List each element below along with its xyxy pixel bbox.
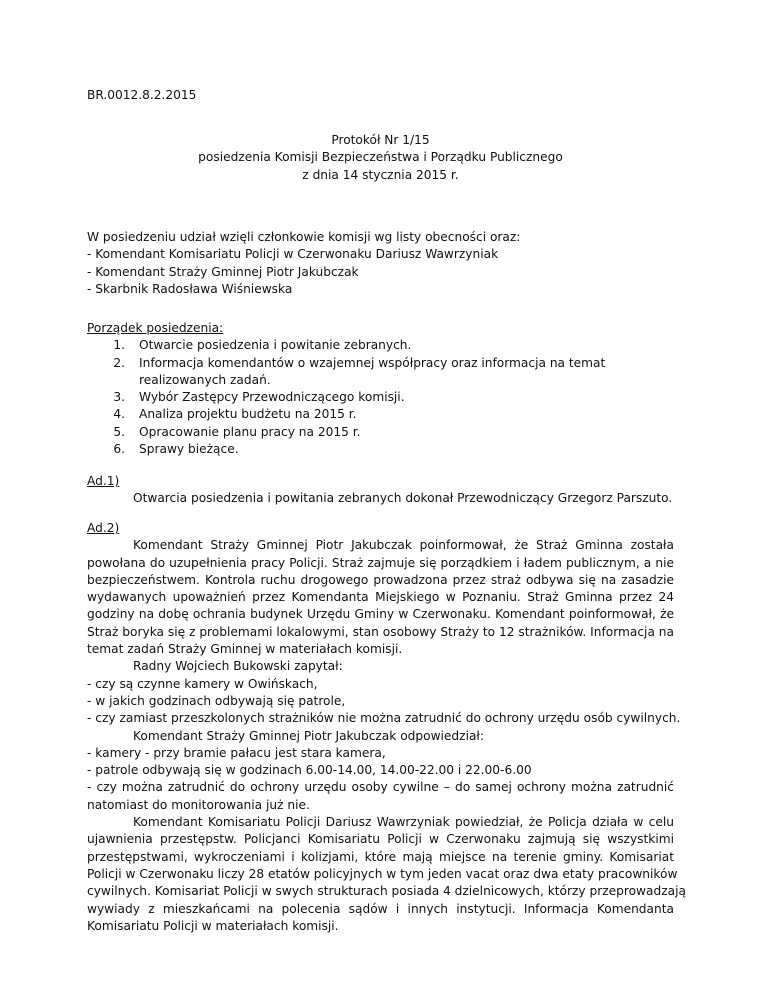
- ad2-heading: Ad.2): [87, 521, 120, 535]
- question-line: - czy są czynne kamery w Owińskach,: [87, 676, 318, 691]
- answer-line: - kamery - przy bramie pałacu jest stara kamera,: [87, 745, 386, 760]
- paragraph-line: wydawanych upoważnień przez Komendanta Miejskiego w Poznaniu. Straż Gminna przez 24: [87, 590, 674, 605]
- ad2-section: [87, 520, 686, 935]
- paragraph-line: powołana do uzupełnienia pracy Policji. Straż zajmuje się porządkiem i ładem publicznym, a nie: [87, 555, 674, 570]
- attendance-line: W posiedzeniu udział wzięli członkowie komisji wg listy obecności oraz:: [87, 230, 521, 244]
- agenda-item-text: Wybór Zastępcy Przewodniczącego komisji.: [139, 390, 405, 405]
- paragraph-line: wywiady z mieszkańcami na polecenia sądów i innych instytucji. Informacja Komendanta: [87, 901, 674, 916]
- title-line: Protokół Nr 1/15: [331, 133, 430, 147]
- agenda-item-text: realizowanych zadań.: [139, 372, 271, 387]
- protocol-title: [87, 132, 674, 184]
- attendance-line: - Skarbnik Radosława Wiśniewska: [87, 281, 293, 296]
- title-line: z dnia 14 stycznia 2015 r.: [302, 167, 459, 182]
- paragraph-line: przestępstwami, wykroczeniami i kolizjami, które mają miejsce na terenie gminy. Komisariat: [87, 849, 674, 864]
- answer-line: natomiast do monitorowania już nie.: [87, 797, 310, 812]
- ad2-paragraph-straz: [87, 537, 674, 658]
- question-line: - czy zamiast przeszkolonych strażników nie można zatrudnić do ochrony urzędu osób cywilnych.: [87, 711, 681, 726]
- agenda-item-text: Analiza projektu budżetu na 2015 r.: [139, 407, 357, 422]
- paragraph-line: Straż boryka się z problemami lokalowymi, stan osobowy Straży to 12 strażników. Informacja na: [87, 624, 674, 639]
- paragraph-line: cywilnych. Komisariat Policji w swych strukturach posiada 4 dzielnicowych, którzy przeprowadzają: [87, 884, 686, 899]
- ad1-section: [87, 473, 674, 508]
- agenda-item: [87, 406, 674, 423]
- document-reference: BR.0012.8.2.2015: [87, 88, 197, 102]
- agenda-item-text: Otwarcie posiedzenia i powitanie zebranych.: [139, 338, 412, 353]
- attendance-section: [87, 229, 520, 298]
- agenda-item: [87, 441, 674, 458]
- agenda-item-text: Sprawy bieżące.: [139, 442, 239, 457]
- agenda-item-number: 5.: [113, 424, 125, 439]
- paragraph-line: Komendant Straży Gminnej Piotr Jakubczak poinformował, że Straż Gminna została: [133, 538, 674, 553]
- agenda-item: [87, 389, 674, 406]
- agenda-item: [87, 337, 674, 354]
- agenda-item-number: 2.: [113, 355, 125, 370]
- question-intro: Radny Wojciech Bukowski zapytał:: [133, 659, 343, 674]
- agenda-item-text: Opracowanie planu pracy na 2015 r.: [139, 424, 361, 439]
- agenda-list: [87, 337, 674, 458]
- agenda-section: [87, 320, 674, 458]
- paragraph-line: godziny na dobę ochrania budynek Urzędu Gminy w Czerwonaku. Komendant poinformował, że: [87, 607, 674, 622]
- ad1-heading: Ad.1): [87, 474, 120, 488]
- agenda-item-number: 4.: [113, 407, 125, 422]
- answers-block: [87, 745, 674, 814]
- agenda-heading: Porządek posiedzenia:: [87, 321, 224, 335]
- paragraph-line: Komisariatu Policji w materiałach komisji.: [87, 918, 339, 933]
- question-line: - w jakich godzinach odbywają się patrole,: [87, 693, 346, 708]
- agenda-item-number: 6.: [113, 442, 125, 457]
- paragraph-line: Policji w Czerwonaku liczy 28 etatów policyjnych w tym jeden vacat oraz dwa etaty pracowników: [87, 866, 678, 881]
- agenda-item: [87, 424, 674, 441]
- agenda-item-number: 1.: [113, 338, 125, 353]
- paragraph-line: bezpieczeństwem. Kontrola ruchu drogowego prowadzona przez straż odbywa się na zasadzie: [87, 572, 674, 587]
- paragraph-line: ujawnienia przestępstw. Policjanci Komisariatu Policji w Czerwonaku zajmują się wszystkimi: [87, 832, 674, 847]
- answer-line: - patrole odbywają się w godzinach 6.00-14.00, 14.00-22.00 i 22.00-6.00: [87, 763, 532, 778]
- attendance-line: - Komendant Straży Gminnej Piotr Jakubczak: [87, 264, 359, 279]
- answer-line: - czy można zatrudnić do ochrony urzędu osoby cywilne – do samej ochrony można zatrudnić: [87, 780, 674, 795]
- paragraph-line: temat zadań Straży Gminnej w materiałach komisji.: [87, 642, 403, 657]
- agenda-item: [87, 355, 674, 372]
- ad1-text: Otwarcia posiedzenia i powitania zebranych dokonał Przewodniczący Grzegorz Parszuto.: [133, 491, 673, 506]
- attendance-line: - Komendant Komisariatu Policji w Czerwonaku Dariusz Wawrzyniak: [87, 247, 499, 262]
- ad2-paragraph-policja: [87, 814, 686, 935]
- answer-intro: Komendant Straży Gminnej Piotr Jakubczak odpowiedział:: [133, 728, 484, 743]
- agenda-item-number: 3.: [113, 390, 125, 405]
- title-line: posiedzenia Komisji Bezpieczeństwa i Porządku Publicznego: [198, 150, 563, 165]
- paragraph-line: Komendant Komisariatu Policji Dariusz Wawrzyniak powiedział, że Policja działa w celu: [133, 815, 674, 830]
- agenda-item-text: Informacja komendantów o wzajemnej współpracy oraz informacja na temat: [139, 355, 606, 370]
- agenda-item-continuation: [87, 372, 674, 389]
